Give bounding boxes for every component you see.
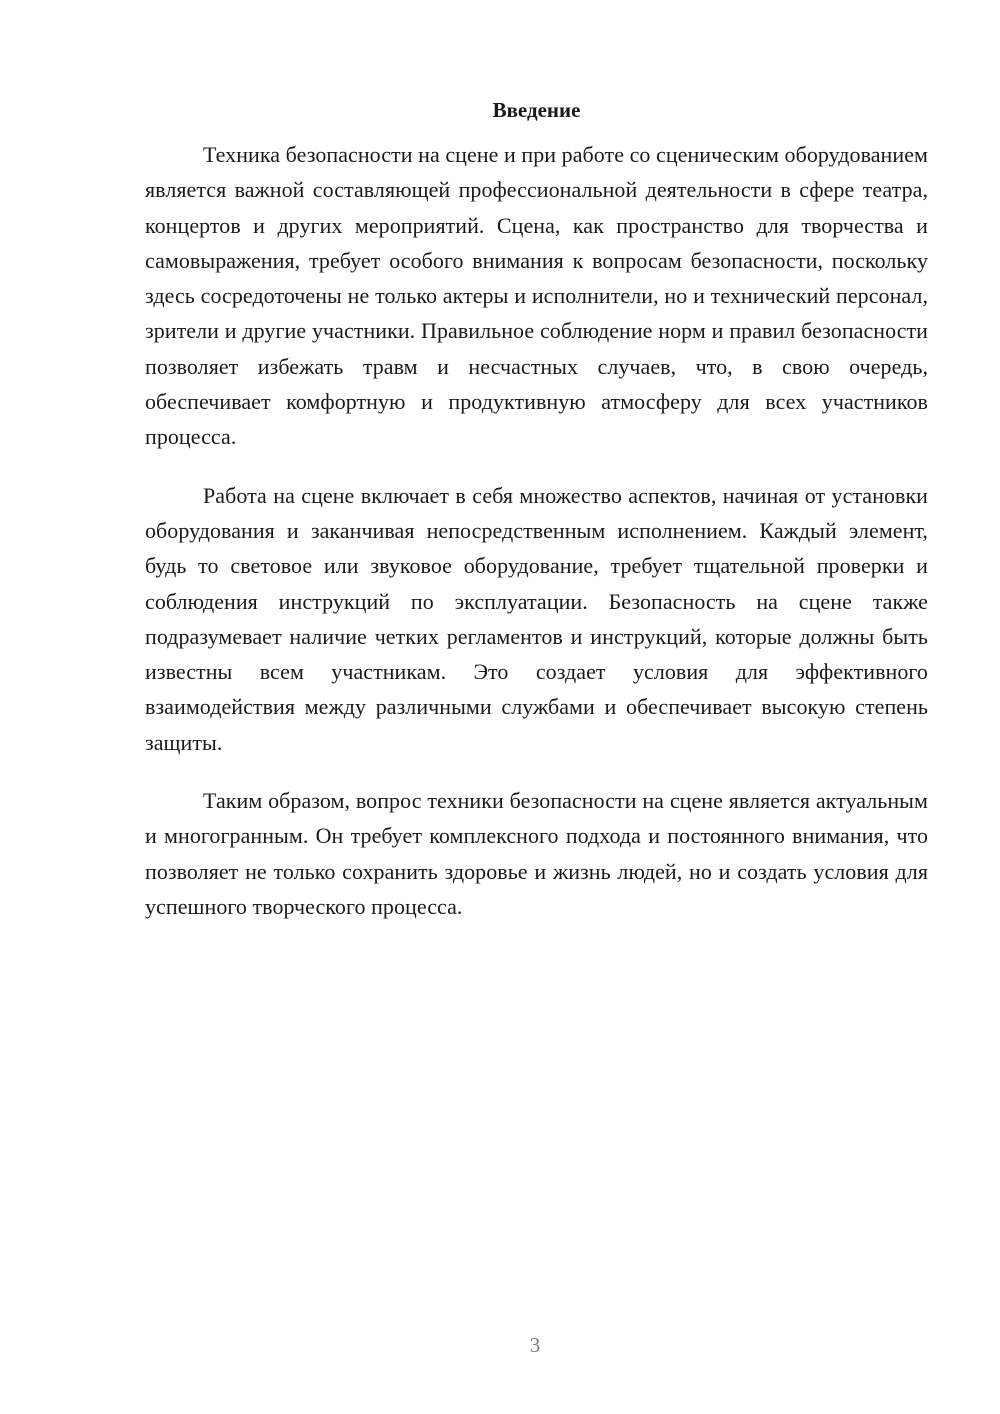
page-number: 3 — [529, 1333, 541, 1357]
paragraph-1: Техника безопасности на сцене и при работе со сценическим оборудованием является важной составляющей профессиональной деятельности в сфере театра, концертов и других мероприятий. Сцена, как пространство для творчества и самовыражения, требует особого внимания к вопросам безопасности, поскольку здесь сосредоточены не только актеры и исполнители, но и технический персонал, зрители и другие участники. Правильное соблюдение норм и правил безопасности позволяет избежать травм и несчастных случаев, что, в свою очередь, обеспечивает комфортную и продуктивную атмосферу для всех участников процесса. — [145, 142, 928, 450]
paragraph-2: Работа на сцене включает в себя множество аспектов, начиная от установки оборудования и заканчивая непосредственным исполнением. Каждый элемент, будь то световое или звуковое оборудование, требует тщательной проверки и соблюдения инструкций по эксплуатации. Безопасность на сцене также подразумевает наличие четких регламентов и инструкций, которые должны быть известны всем участникам. Это создает условия для эффективного взаимодействия между различными службами и обеспечивает высокую степень защиты. — [145, 482, 928, 755]
page-content — [145, 95, 928, 947]
paragraph-3: Таким образом, вопрос техники безопасности на сцене является актуальным и многогранным. Он требует комплексного подхода и постоянного внимания, что позволяет не только сохранить здоровье и жизнь людей, но и создать условия для успешного творческого процесса. — [145, 788, 928, 919]
page-title: Введение — [492, 98, 581, 122]
